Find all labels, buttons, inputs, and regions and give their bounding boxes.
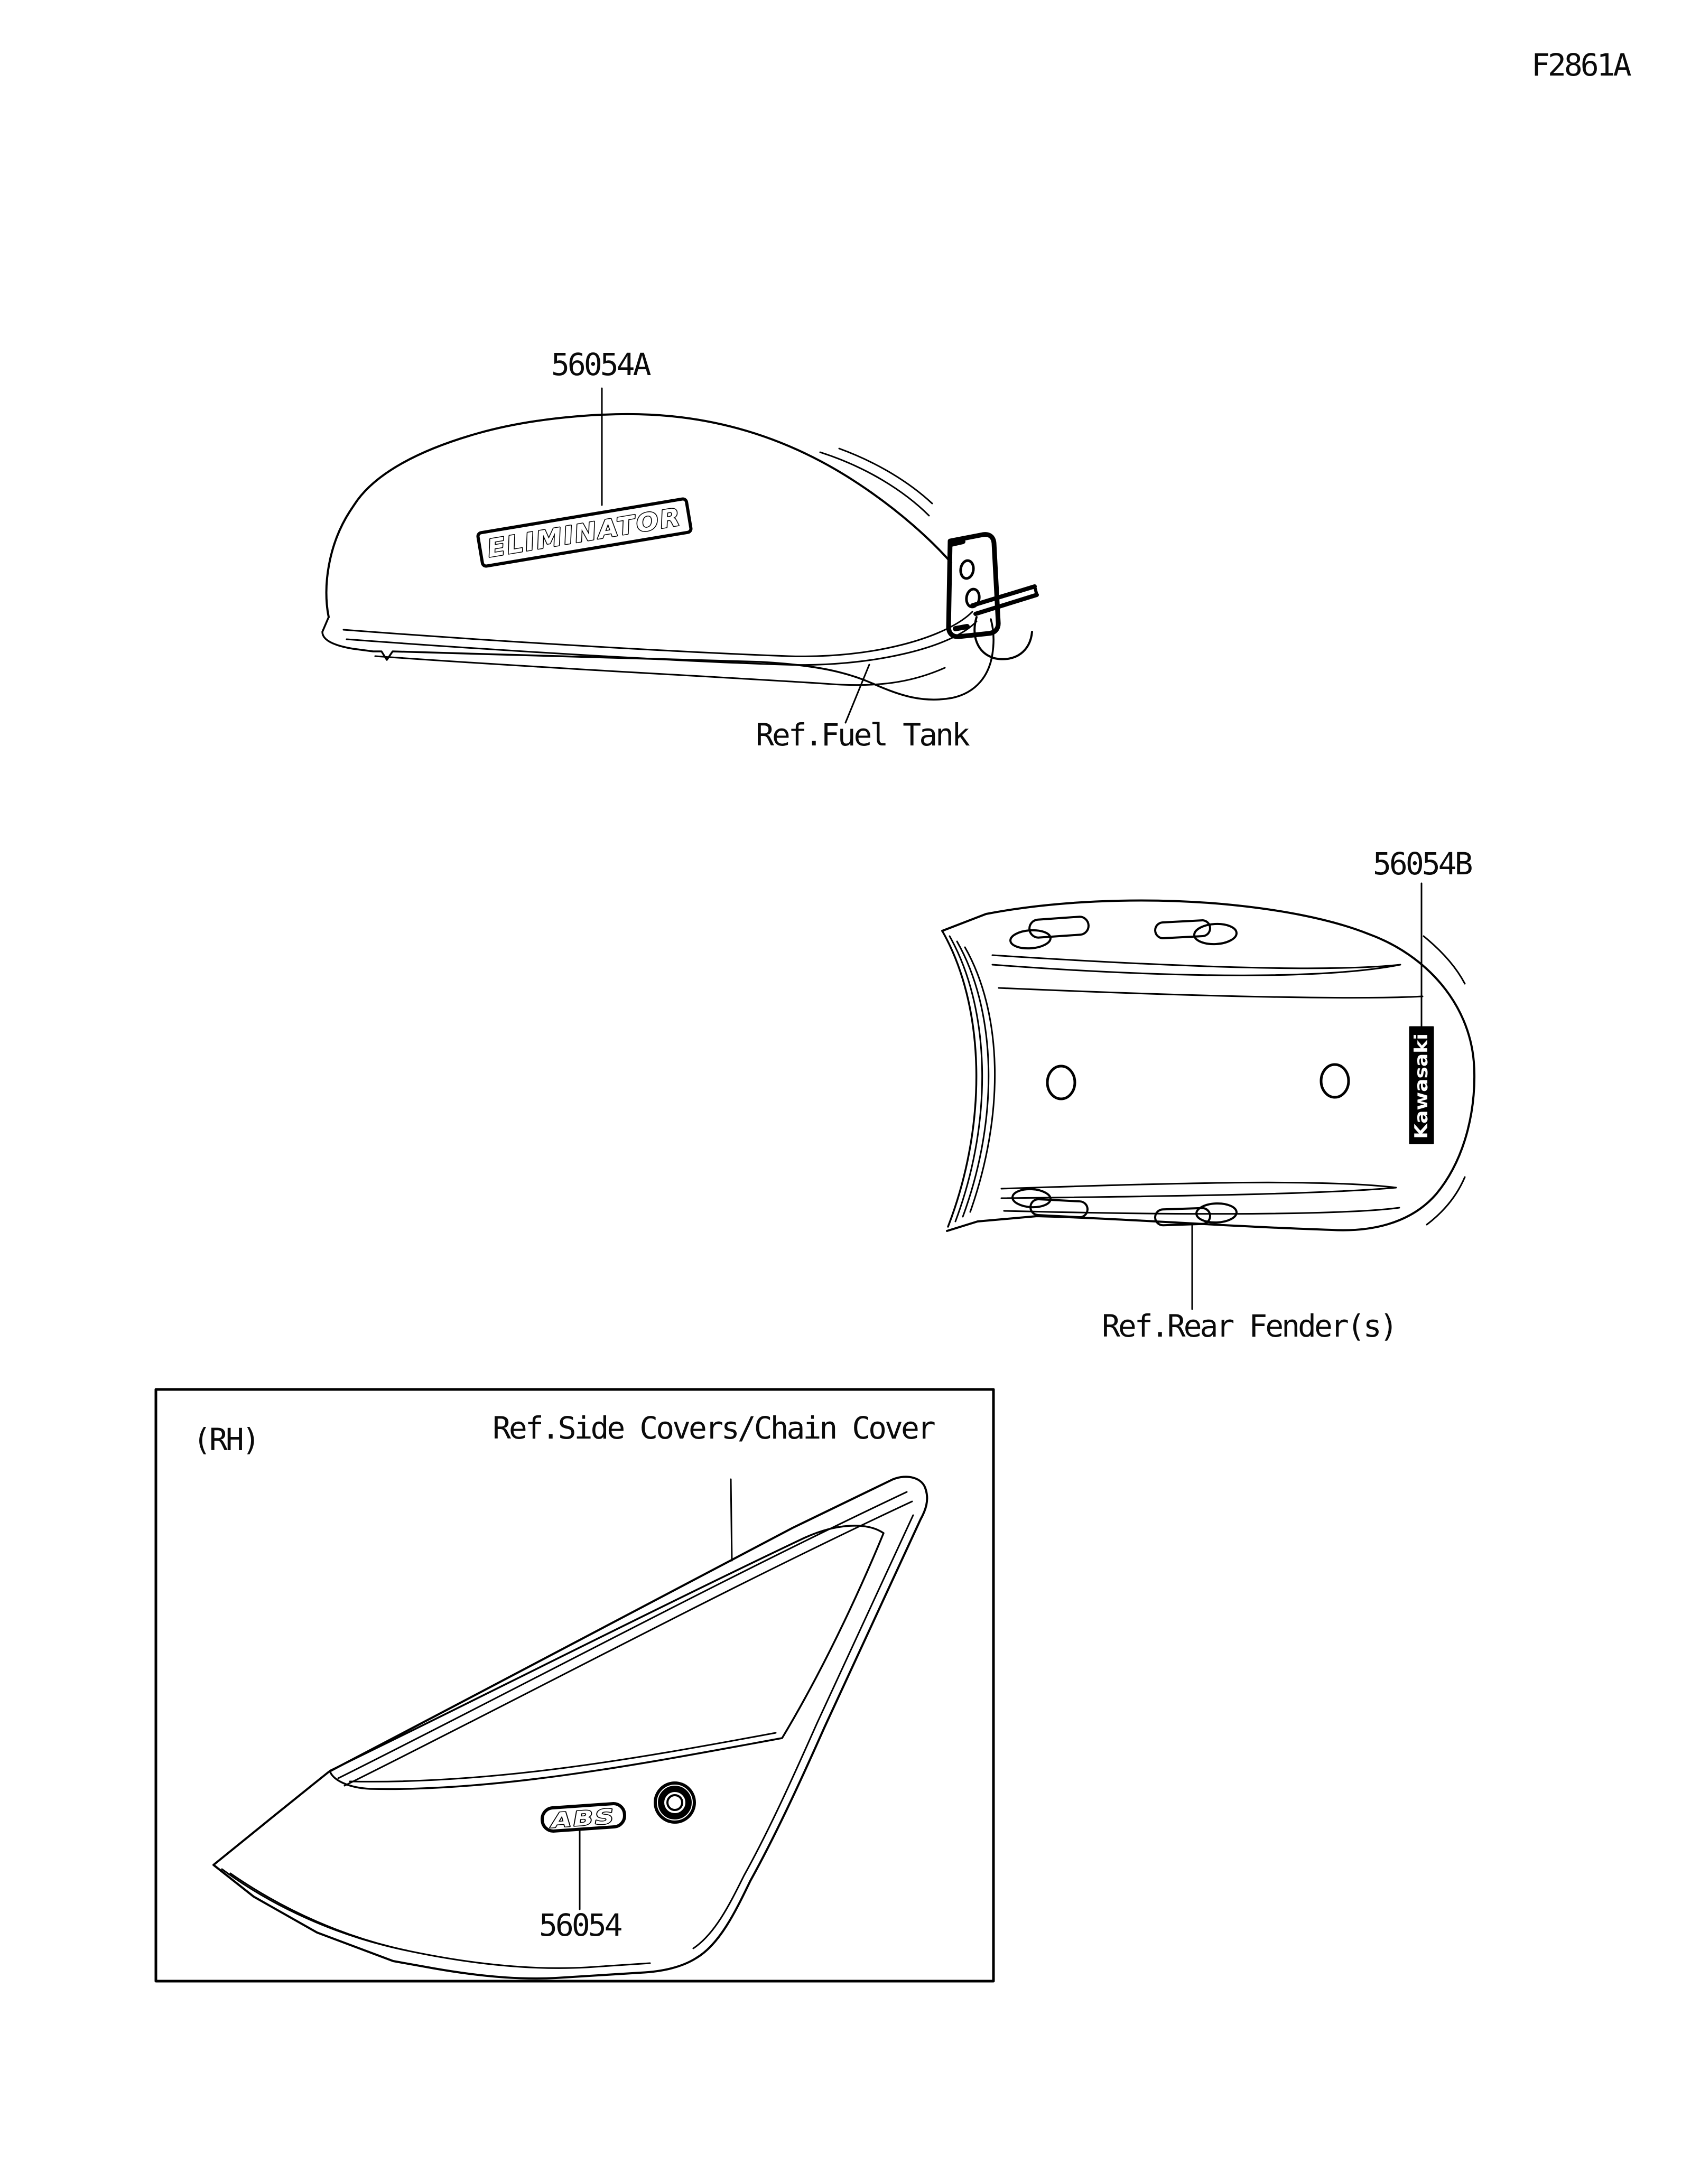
fuel-tank-drawing bbox=[322, 388, 1037, 723]
eliminator-decal-text: ELIMINATOR bbox=[485, 504, 671, 563]
rh-orientation-label: (RH) bbox=[193, 1422, 258, 1458]
grommet bbox=[655, 1783, 694, 1822]
ref-rear-fender-label: Ref.Rear Fender(s) bbox=[1102, 1308, 1396, 1344]
rear-fender-drawing bbox=[942, 883, 1474, 1309]
leader-line-ref-fuel-tank bbox=[846, 665, 869, 723]
eliminator-decal bbox=[477, 498, 691, 566]
abs-decal bbox=[542, 1803, 626, 1833]
side-cover-drawing bbox=[213, 1477, 927, 1978]
leader-line-ref-side-covers bbox=[731, 1479, 732, 1561]
kawasaki-decal-text: Kawasaki bbox=[1411, 1043, 1432, 1139]
ref-side-covers-label: Ref.Side Covers/Chain Cover bbox=[493, 1410, 934, 1446]
part-number-label-56054b: 56054B bbox=[1373, 846, 1471, 882]
part-number-label-56054: 56054 bbox=[539, 1907, 621, 1943]
detail-box-border bbox=[156, 1389, 993, 1981]
abs-decal-text: ABS bbox=[550, 1805, 602, 1833]
side-cover-detail-box bbox=[156, 1389, 993, 1981]
page-code-label: F2861A bbox=[1531, 47, 1630, 83]
ref-fuel-tank-label: Ref.Fuel Tank bbox=[756, 717, 968, 753]
part-number-label-56054a: 56054A bbox=[551, 347, 649, 382]
kawasaki-decal bbox=[1410, 1027, 1433, 1143]
